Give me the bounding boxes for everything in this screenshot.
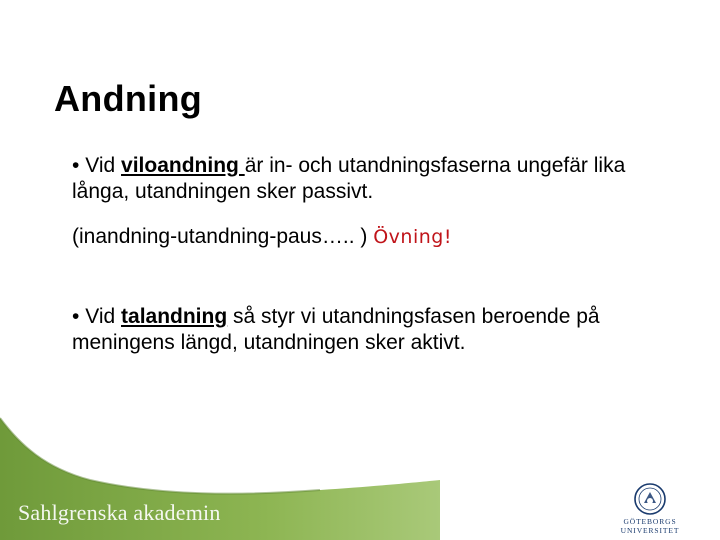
term-viloandning: viloandning	[121, 154, 245, 177]
bullet-marker: •	[72, 154, 80, 177]
university-name: GÖTEBORGS UNIVERSITET	[620, 517, 680, 535]
extra-text: (inandning-utandning-paus….. )	[72, 225, 374, 248]
bullet-pre: Vid	[85, 305, 122, 328]
university-seal-icon	[634, 483, 666, 515]
bullet-viloandning	[72, 153, 632, 205]
sahlgrenska-logo-text: Sahlgrenska akademin	[18, 500, 221, 525]
term-talandning: talandning	[121, 305, 228, 328]
bullet-pre: Vid	[85, 154, 122, 177]
ovning-highlight: Övning!	[373, 226, 452, 248]
bullet-talandning	[72, 304, 632, 356]
bullet-viloandning-extra	[72, 224, 632, 250]
bullet-marker: •	[72, 305, 80, 328]
bullet-post: så styr vi utandningsfasen beroende på meningens längd, utandningen sker aktivt.	[72, 305, 600, 354]
slide-title: Andning	[54, 78, 203, 119]
bullet-post: är in- och utandningsfaserna ungefär lika långa, utandningen sker passivt.	[72, 154, 626, 203]
